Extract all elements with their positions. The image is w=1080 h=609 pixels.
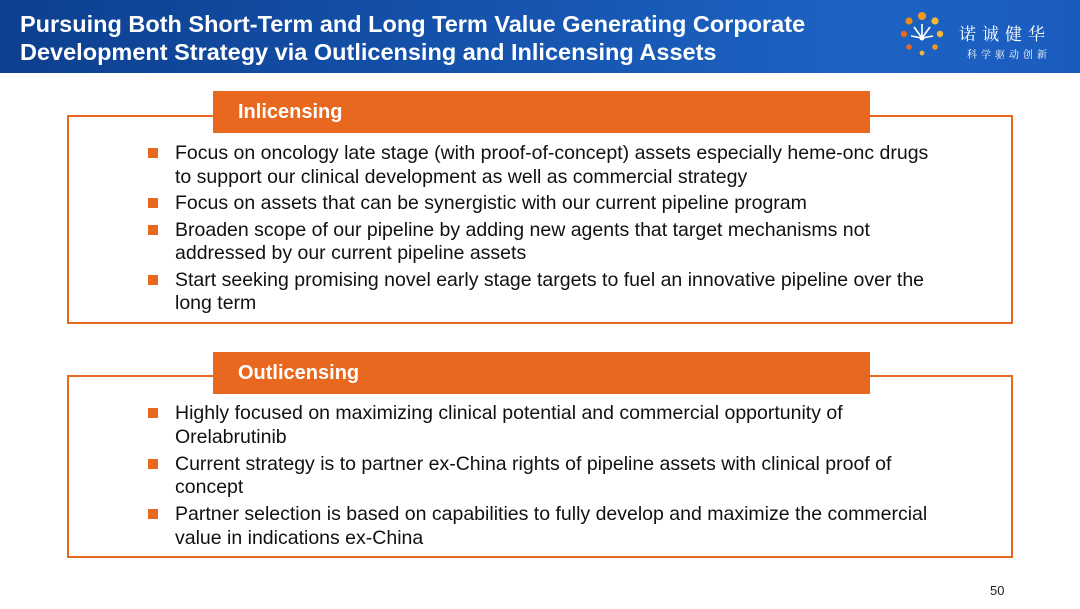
list-item-text: Start seeking promising novel early stage targets to fuel an innovative pipeline over the long term <box>175 268 925 314</box>
page-title-line-2: Development Strategy via Outlicensing and Inlicensing Assets <box>20 39 717 65</box>
list-item <box>148 269 938 316</box>
inlicensing-list <box>148 142 938 319</box>
inlicensing-heading: Inlicensing <box>213 91 870 133</box>
outlicensing-heading: Outlicensing <box>213 352 870 394</box>
square-bullet-icon <box>148 225 158 235</box>
page-title-line-1: Pursuing Both Short-Term and Long Term Value Generating Corporate <box>20 11 806 37</box>
list-item <box>148 142 938 189</box>
square-bullet-icon <box>148 459 158 469</box>
header-bar <box>0 0 1080 73</box>
page-title <box>20 10 900 66</box>
list-item <box>148 503 938 550</box>
list-item-text: Focus on oncology late stage (with proof-of-concept) assets especially heme-onc drugs to support our clinical development as well as commercial strategy <box>175 142 929 188</box>
list-item-text: Highly focused on maximizing clinical potential and commercial opportunity of Orelabrutinib <box>175 402 843 448</box>
square-bullet-icon <box>148 198 158 208</box>
square-bullet-icon <box>148 509 158 519</box>
list-item <box>148 402 938 449</box>
page-number: 50 <box>990 583 1005 598</box>
list-item <box>148 192 938 216</box>
company-logo <box>897 10 1077 65</box>
list-item <box>148 219 938 266</box>
square-bullet-icon <box>148 408 158 418</box>
list-item-text: Partner selection is based on capabilities to fully develop and maximize the commercial value in indications ex-China <box>175 503 928 549</box>
starburst-logo-icon <box>897 10 947 60</box>
outlicensing-list <box>148 402 938 554</box>
logo-company-name: 诺诚健华 <box>959 25 1051 44</box>
square-bullet-icon <box>148 275 158 285</box>
list-item-text: Current strategy is to partner ex-China rights of pipeline assets with clinical proof of concept <box>175 452 892 498</box>
list-item-text: Broaden scope of our pipeline by adding new agents that target mechanisms not addressed by our current pipeline assets <box>175 218 870 264</box>
list-item-text: Focus on assets that can be synergistic with our current pipeline program <box>175 192 807 214</box>
list-item <box>148 453 938 500</box>
logo-tagline: 科学驱动创新 <box>967 50 1051 61</box>
square-bullet-icon <box>148 148 158 158</box>
